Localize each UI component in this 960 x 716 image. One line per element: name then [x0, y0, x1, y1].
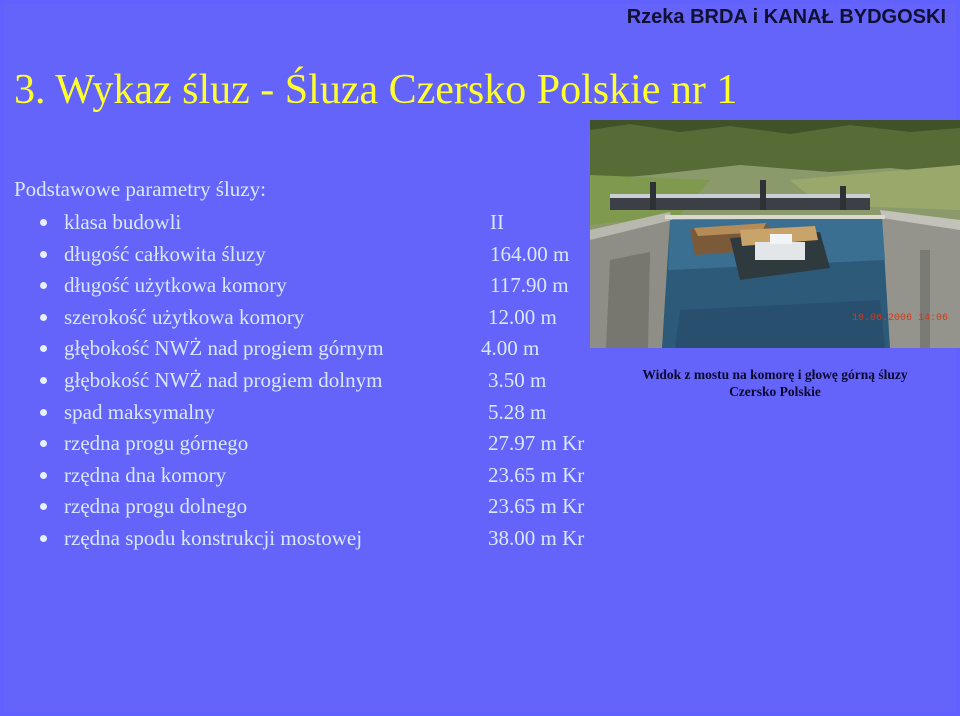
param-row — [40, 365, 640, 397]
lock-photo — [590, 120, 960, 348]
bullet-icon — [40, 219, 47, 226]
param-label: rzędna progu górnego — [64, 431, 249, 456]
param-row — [40, 428, 640, 460]
photo-caption — [600, 366, 950, 400]
slide-header: Rzeka BRDA i KANAŁ BYDGOSKI — [626, 6, 946, 28]
param-row — [40, 333, 640, 365]
param-value: 27.97 m Kr — [488, 431, 585, 456]
param-label: klasa budowli — [64, 210, 182, 234]
param-row — [40, 460, 640, 492]
param-row — [40, 270, 640, 302]
bullet-icon — [40, 345, 47, 352]
param-label: rzędna spodu konstrukcji mostowej — [64, 525, 363, 550]
photo-timestamp: 10.06.2006 14:06 — [851, 313, 949, 324]
bullet-icon — [40, 377, 47, 384]
param-value: 23.65 m Kr — [488, 462, 585, 487]
param-value: 4.00 m — [481, 336, 540, 361]
param-row — [40, 302, 640, 334]
params-intro: Podstawowe parametry śluzy: — [14, 177, 266, 201]
param-value: 3.50 m — [488, 367, 547, 392]
param-label: rzędna dna komory — [64, 462, 227, 487]
params-list — [40, 207, 640, 555]
bullet-icon — [40, 535, 47, 542]
bullet-icon — [40, 409, 47, 416]
param-label: spad maksymalny — [64, 399, 216, 424]
param-value: 12.00 m — [488, 304, 557, 329]
param-label: szerokość użytkowa komory — [64, 304, 305, 329]
param-label: długość użytkowa komory — [64, 273, 287, 298]
bullet-icon — [40, 472, 47, 479]
param-label: rzędna progu dolnego — [64, 494, 248, 519]
caption-line-2: Czersko Polskie — [729, 384, 821, 399]
bullet-icon — [40, 503, 47, 510]
param-value: 38.00 m Kr — [488, 525, 585, 550]
param-value: 117.90 m — [490, 273, 569, 298]
bullet-icon — [40, 251, 47, 258]
param-label: głębokość NWŻ nad progiem górnym — [64, 336, 384, 361]
param-value: II — [490, 210, 504, 234]
param-row — [40, 397, 640, 429]
caption-line-1: Widok z mostu na komorę i głowę górną śluzy — [642, 367, 908, 382]
param-value: 23.65 m Kr — [488, 494, 585, 519]
param-row — [40, 491, 640, 523]
param-label: głębokość NWŻ nad progiem dolnym — [64, 367, 383, 392]
slide-title: 3. Wykaz śluz - Śluza Czersko Polskie nr 1 — [14, 67, 738, 113]
param-row — [40, 207, 640, 239]
bullet-icon — [40, 440, 47, 447]
param-label: długość całkowita śluzy — [64, 241, 266, 266]
bullet-icon — [40, 282, 47, 289]
param-row — [40, 523, 640, 555]
param-value: 5.28 m — [488, 399, 547, 424]
bullet-icon — [40, 314, 47, 321]
param-row — [40, 239, 640, 271]
param-value: 164.00 m — [490, 241, 570, 266]
